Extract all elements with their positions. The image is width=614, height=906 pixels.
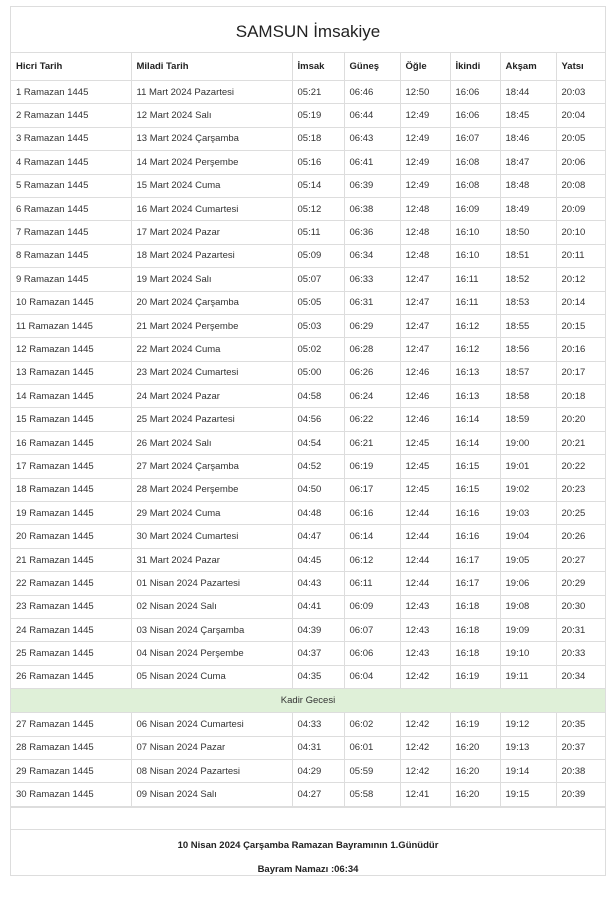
cell-hicri-tarih: 13 Ramazan 1445 [11,361,131,384]
cell-ogle: 12:47 [400,338,450,361]
cell-hicri-tarih: 11 Ramazan 1445 [11,314,131,337]
cell-miladi-tarih: 25 Mart 2024 Pazartesi [131,408,292,431]
cell-imsak: 04:39 [292,618,344,641]
cell-gunes: 06:44 [344,104,400,127]
cell-ogle: 12:44 [400,548,450,571]
cell-yatsi: 20:25 [556,502,605,525]
cell-aksam: 19:14 [500,759,556,782]
cell-miladi-tarih: 15 Mart 2024 Cuma [131,174,292,197]
cell-miladi-tarih: 13 Mart 2024 Çarşamba [131,127,292,150]
cell-gunes: 06:41 [344,151,400,174]
cell-ikindi: 16:19 [450,713,500,736]
cell-yatsi: 20:29 [556,572,605,595]
cell-miladi-tarih: 12 Mart 2024 Salı [131,104,292,127]
table-row [11,151,605,174]
cell-ogle: 12:49 [400,151,450,174]
table-row [11,244,605,267]
cell-ikindi: 16:18 [450,642,500,665]
cell-ogle: 12:42 [400,759,450,782]
cell-imsak: 04:35 [292,665,344,688]
cell-ikindi: 16:20 [450,783,500,806]
cell-hicri-tarih: 2 Ramazan 1445 [11,104,131,127]
cell-hicri-tarih: 20 Ramazan 1445 [11,525,131,548]
cell-gunes: 06:28 [344,338,400,361]
cell-miladi-tarih: 31 Mart 2024 Pazar [131,548,292,571]
cell-yatsi: 20:23 [556,478,605,501]
cell-miladi-tarih: 22 Mart 2024 Cuma [131,338,292,361]
cell-hicri-tarih: 1 Ramazan 1445 [11,81,131,104]
cell-ogle: 12:42 [400,665,450,688]
cell-ikindi: 16:19 [450,665,500,688]
cell-yatsi: 20:17 [556,361,605,384]
table-row [11,314,605,337]
cell-imsak: 05:09 [292,244,344,267]
cell-hicri-tarih: 27 Ramazan 1445 [11,713,131,736]
cell-aksam: 19:13 [500,736,556,759]
cell-ogle: 12:43 [400,595,450,618]
col-miladi-tarih: Miladi Tarih [131,53,292,81]
cell-ikindi: 16:14 [450,408,500,431]
cell-miladi-tarih: 01 Nisan 2024 Pazartesi [131,572,292,595]
cell-aksam: 19:04 [500,525,556,548]
cell-ikindi: 16:10 [450,244,500,267]
cell-gunes: 06:17 [344,478,400,501]
cell-ikindi: 16:13 [450,385,500,408]
cell-ikindi: 16:20 [450,759,500,782]
cell-hicri-tarih: 6 Ramazan 1445 [11,197,131,220]
cell-imsak: 05:03 [292,314,344,337]
cell-aksam: 19:08 [500,595,556,618]
cell-gunes: 06:34 [344,244,400,267]
table-row [11,502,605,525]
cell-aksam: 18:44 [500,81,556,104]
cell-miladi-tarih: 08 Nisan 2024 Pazartesi [131,759,292,782]
kadir-gecesi-row [11,689,605,713]
cell-miladi-tarih: 04 Nisan 2024 Perşembe [131,642,292,665]
cell-gunes: 06:06 [344,642,400,665]
cell-imsak: 05:12 [292,197,344,220]
cell-gunes: 05:59 [344,759,400,782]
cell-ikindi: 16:08 [450,174,500,197]
col-imsak: İmsak [292,53,344,81]
cell-ogle: 12:42 [400,713,450,736]
cell-ogle: 12:47 [400,291,450,314]
cell-aksam: 19:11 [500,665,556,688]
cell-imsak: 05:16 [292,151,344,174]
table-row [11,618,605,641]
cell-aksam: 18:47 [500,151,556,174]
table-row [11,572,605,595]
cell-ogle: 12:46 [400,361,450,384]
cell-ikindi: 16:18 [450,595,500,618]
cell-imsak: 05:19 [292,104,344,127]
cell-gunes: 06:39 [344,174,400,197]
cell-imsak: 04:33 [292,713,344,736]
cell-imsak: 04:52 [292,455,344,478]
cell-yatsi: 20:11 [556,244,605,267]
imsakiye-panel [10,6,606,876]
cell-gunes: 06:24 [344,385,400,408]
cell-miladi-tarih: 20 Mart 2024 Çarşamba [131,291,292,314]
cell-ikindi: 16:18 [450,618,500,641]
col-ikindi: İkindi [450,53,500,81]
cell-aksam: 18:46 [500,127,556,150]
cell-imsak: 04:48 [292,502,344,525]
cell-imsak: 04:29 [292,759,344,782]
table-row [11,665,605,688]
cell-gunes: 06:11 [344,572,400,595]
cell-aksam: 18:57 [500,361,556,384]
cell-aksam: 19:05 [500,548,556,571]
cell-hicri-tarih: 15 Ramazan 1445 [11,408,131,431]
table-row [11,713,605,736]
cell-gunes: 06:31 [344,291,400,314]
cell-imsak: 04:50 [292,478,344,501]
table-body-after [11,713,605,807]
cell-miladi-tarih: 24 Mart 2024 Pazar [131,385,292,408]
cell-yatsi: 20:12 [556,268,605,291]
cell-hicri-tarih: 12 Ramazan 1445 [11,338,131,361]
table-row [11,642,605,665]
cell-miladi-tarih: 28 Mart 2024 Perşembe [131,478,292,501]
cell-ogle: 12:45 [400,455,450,478]
cell-yatsi: 20:39 [556,783,605,806]
cell-gunes: 06:38 [344,197,400,220]
cell-ogle: 12:46 [400,385,450,408]
footer [11,807,605,884]
table-row [11,478,605,501]
cell-ogle: 12:45 [400,478,450,501]
cell-aksam: 19:15 [500,783,556,806]
cell-imsak: 04:47 [292,525,344,548]
cell-ikindi: 16:06 [450,81,500,104]
cell-gunes: 06:02 [344,713,400,736]
table-row [11,104,605,127]
cell-miladi-tarih: 30 Mart 2024 Cumartesi [131,525,292,548]
cell-gunes: 06:04 [344,665,400,688]
cell-hicri-tarih: 16 Ramazan 1445 [11,431,131,454]
cell-ogle: 12:46 [400,408,450,431]
cell-imsak: 04:43 [292,572,344,595]
cell-yatsi: 20:09 [556,197,605,220]
cell-imsak: 04:27 [292,783,344,806]
cell-imsak: 05:21 [292,81,344,104]
cell-yatsi: 20:10 [556,221,605,244]
cell-ikindi: 16:13 [450,361,500,384]
cell-miladi-tarih: 21 Mart 2024 Perşembe [131,314,292,337]
table-row [11,221,605,244]
cell-aksam: 18:51 [500,244,556,267]
col-aksam: Akşam [500,53,556,81]
cell-hicri-tarih: 14 Ramazan 1445 [11,385,131,408]
cell-hicri-tarih: 7 Ramazan 1445 [11,221,131,244]
cell-yatsi: 20:18 [556,385,605,408]
cell-ikindi: 16:06 [450,104,500,127]
cell-hicri-tarih: 17 Ramazan 1445 [11,455,131,478]
cell-yatsi: 20:20 [556,408,605,431]
col-hicri-tarih: Hicri Tarih [11,53,131,81]
table-row [11,361,605,384]
table-row [11,455,605,478]
bayram-text: 10 Nisan 2024 Çarşamba Ramazan Bayramının 1.Günüdür [177,839,439,851]
cell-ikindi: 16:16 [450,502,500,525]
footer-divider [11,808,605,830]
cell-imsak: 04:54 [292,431,344,454]
cell-yatsi: 20:30 [556,595,605,618]
cell-ikindi: 16:11 [450,268,500,291]
cell-miladi-tarih: 11 Mart 2024 Pazartesi [131,81,292,104]
kadir-gecesi-label: Kadir Gecesi [11,689,605,713]
table-row [11,174,605,197]
cell-gunes: 06:29 [344,314,400,337]
cell-miladi-tarih: 27 Mart 2024 Çarşamba [131,455,292,478]
cell-gunes: 06:09 [344,595,400,618]
cell-gunes: 06:07 [344,618,400,641]
cell-aksam: 19:10 [500,642,556,665]
cell-gunes: 05:58 [344,783,400,806]
cell-miladi-tarih: 29 Mart 2024 Cuma [131,502,292,525]
cell-aksam: 18:50 [500,221,556,244]
table-row [11,408,605,431]
cell-hicri-tarih: 26 Ramazan 1445 [11,665,131,688]
cell-gunes: 06:01 [344,736,400,759]
cell-miladi-tarih: 16 Mart 2024 Cumartesi [131,197,292,220]
cell-yatsi: 20:06 [556,151,605,174]
cell-yatsi: 20:08 [556,174,605,197]
cell-yatsi: 20:14 [556,291,605,314]
cell-miladi-tarih: 05 Nisan 2024 Cuma [131,665,292,688]
cell-gunes: 06:43 [344,127,400,150]
table-row [11,759,605,782]
cell-aksam: 18:53 [500,291,556,314]
cell-yatsi: 20:37 [556,736,605,759]
table-row [11,197,605,220]
cell-hicri-tarih: 9 Ramazan 1445 [11,268,131,291]
cell-aksam: 19:01 [500,455,556,478]
cell-hicri-tarih: 22 Ramazan 1445 [11,572,131,595]
cell-ikindi: 16:16 [450,525,500,548]
cell-imsak: 04:58 [292,385,344,408]
cell-imsak: 05:05 [292,291,344,314]
table-row [11,548,605,571]
cell-hicri-tarih: 24 Ramazan 1445 [11,618,131,641]
cell-aksam: 18:52 [500,268,556,291]
cell-yatsi: 20:31 [556,618,605,641]
cell-hicri-tarih: 29 Ramazan 1445 [11,759,131,782]
cell-ogle: 12:41 [400,783,450,806]
table-row [11,291,605,314]
cell-miladi-tarih: 19 Mart 2024 Salı [131,268,292,291]
cell-aksam: 18:56 [500,338,556,361]
cell-aksam: 19:02 [500,478,556,501]
cell-gunes: 06:12 [344,548,400,571]
cell-miladi-tarih: 03 Nisan 2024 Çarşamba [131,618,292,641]
table-row [11,127,605,150]
cell-imsak: 05:00 [292,361,344,384]
cell-ikindi: 16:11 [450,291,500,314]
cell-miladi-tarih: 18 Mart 2024 Pazartesi [131,244,292,267]
cell-aksam: 19:12 [500,713,556,736]
cell-yatsi: 20:21 [556,431,605,454]
table-row [11,431,605,454]
header-row [11,53,605,81]
cell-ikindi: 16:07 [450,127,500,150]
cell-imsak: 05:07 [292,268,344,291]
table-row [11,81,605,104]
cell-gunes: 06:16 [344,502,400,525]
cell-ogle: 12:42 [400,736,450,759]
cell-ikindi: 16:12 [450,314,500,337]
cell-yatsi: 20:38 [556,759,605,782]
cell-yatsi: 20:35 [556,713,605,736]
cell-yatsi: 20:34 [556,665,605,688]
cell-ogle: 12:43 [400,642,450,665]
cell-hicri-tarih: 5 Ramazan 1445 [11,174,131,197]
cell-miladi-tarih: 23 Mart 2024 Cumartesi [131,361,292,384]
cell-ikindi: 16:15 [450,455,500,478]
cell-ogle: 12:49 [400,174,450,197]
cell-hicri-tarih: 28 Ramazan 1445 [11,736,131,759]
cell-imsak: 05:02 [292,338,344,361]
cell-imsak: 05:14 [292,174,344,197]
cell-ikindi: 16:20 [450,736,500,759]
cell-gunes: 06:26 [344,361,400,384]
cell-imsak: 04:41 [292,595,344,618]
cell-hicri-tarih: 21 Ramazan 1445 [11,548,131,571]
cell-ogle: 12:50 [400,81,450,104]
bayram-namazi: Bayram Namazı :06:34 [257,863,359,875]
kadir-section [11,689,605,713]
cell-imsak: 04:37 [292,642,344,665]
cell-hicri-tarih: 18 Ramazan 1445 [11,478,131,501]
cell-imsak: 05:11 [292,221,344,244]
table-row [11,783,605,806]
cell-gunes: 06:36 [344,221,400,244]
cell-yatsi: 20:05 [556,127,605,150]
table-body-before [11,81,605,689]
cell-miladi-tarih: 06 Nisan 2024 Cumartesi [131,713,292,736]
page-title: SAMSUN İmsakiye [11,7,605,53]
cell-hicri-tarih: 19 Ramazan 1445 [11,502,131,525]
table-row [11,736,605,759]
cell-ogle: 12:44 [400,572,450,595]
cell-miladi-tarih: 09 Nisan 2024 Salı [131,783,292,806]
cell-hicri-tarih: 23 Ramazan 1445 [11,595,131,618]
cell-ogle: 12:48 [400,197,450,220]
col-gunes: Güneş [344,53,400,81]
cell-aksam: 18:48 [500,174,556,197]
cell-ikindi: 16:08 [450,151,500,174]
cell-ikindi: 16:17 [450,572,500,595]
cell-ogle: 12:48 [400,244,450,267]
cell-aksam: 18:45 [500,104,556,127]
cell-aksam: 18:55 [500,314,556,337]
cell-yatsi: 20:33 [556,642,605,665]
col-ogle: Öğle [400,53,450,81]
cell-hicri-tarih: 4 Ramazan 1445 [11,151,131,174]
cell-ikindi: 16:10 [450,221,500,244]
cell-hicri-tarih: 30 Ramazan 1445 [11,783,131,806]
cell-yatsi: 20:16 [556,338,605,361]
table-row [11,595,605,618]
cell-gunes: 06:22 [344,408,400,431]
cell-ogle: 12:45 [400,431,450,454]
cell-aksam: 19:06 [500,572,556,595]
cell-hicri-tarih: 3 Ramazan 1445 [11,127,131,150]
cell-aksam: 19:00 [500,431,556,454]
cell-miladi-tarih: 02 Nisan 2024 Salı [131,595,292,618]
cell-ogle: 12:47 [400,268,450,291]
cell-aksam: 18:58 [500,385,556,408]
cell-ogle: 12:47 [400,314,450,337]
cell-yatsi: 20:26 [556,525,605,548]
cell-imsak: 04:31 [292,736,344,759]
cell-hicri-tarih: 10 Ramazan 1445 [11,291,131,314]
table-row [11,385,605,408]
cell-aksam: 18:59 [500,408,556,431]
cell-ikindi: 16:12 [450,338,500,361]
cell-aksam: 18:49 [500,197,556,220]
cell-ikindi: 16:15 [450,478,500,501]
cell-ogle: 12:44 [400,502,450,525]
cell-gunes: 06:46 [344,81,400,104]
cell-yatsi: 20:03 [556,81,605,104]
cell-gunes: 06:19 [344,455,400,478]
cell-miladi-tarih: 17 Mart 2024 Pazar [131,221,292,244]
cell-hicri-tarih: 25 Ramazan 1445 [11,642,131,665]
cell-ogle: 12:49 [400,127,450,150]
cell-aksam: 19:09 [500,618,556,641]
cell-hicri-tarih: 8 Ramazan 1445 [11,244,131,267]
cell-aksam: 19:03 [500,502,556,525]
cell-ogle: 12:43 [400,618,450,641]
table-row [11,268,605,291]
cell-imsak: 04:56 [292,408,344,431]
cell-ogle: 12:48 [400,221,450,244]
cell-miladi-tarih: 26 Mart 2024 Salı [131,431,292,454]
cell-miladi-tarih: 14 Mart 2024 Perşembe [131,151,292,174]
cell-gunes: 06:21 [344,431,400,454]
cell-yatsi: 20:27 [556,548,605,571]
bayram-info [11,830,605,884]
imsakiye-table [11,53,605,807]
cell-ikindi: 16:17 [450,548,500,571]
cell-imsak: 04:45 [292,548,344,571]
table-row [11,525,605,548]
cell-ikindi: 16:14 [450,431,500,454]
cell-ikindi: 16:09 [450,197,500,220]
cell-ogle: 12:44 [400,525,450,548]
table-row [11,338,605,361]
cell-miladi-tarih: 07 Nisan 2024 Pazar [131,736,292,759]
col-yatsi: Yatsı [556,53,605,81]
cell-ogle: 12:49 [400,104,450,127]
cell-yatsi: 20:22 [556,455,605,478]
cell-imsak: 05:18 [292,127,344,150]
cell-gunes: 06:33 [344,268,400,291]
cell-yatsi: 20:04 [556,104,605,127]
cell-gunes: 06:14 [344,525,400,548]
cell-yatsi: 20:15 [556,314,605,337]
